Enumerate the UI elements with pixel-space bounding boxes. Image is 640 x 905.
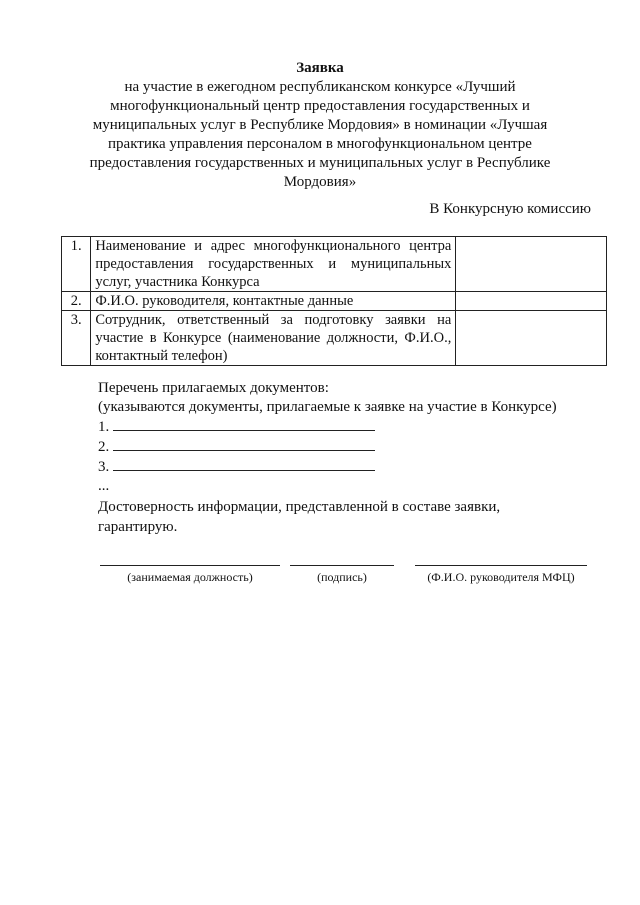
position-signature-field: [100, 565, 280, 585]
list-item: [98, 457, 557, 477]
attached-documents-section: [98, 379, 557, 496]
name-signature-field: [415, 565, 587, 585]
documents-note: (указываются документы, прилагаемые к заявке на участие в Конкурсе): [98, 399, 557, 415]
document-intro: на участие в ежегодном республиканском конкурсе «Лучший многофункциональный центр предоставления государственных и муниципальных услуг в Республике Мордовия» в номинации «Лучшая практика управления персоналом в многофункциональном центре предоставления государственных и муниципальных услуг в Республике Мордовия»: [89, 79, 551, 190]
list-item-number: 2.: [98, 439, 110, 455]
signature-line[interactable]: [290, 565, 394, 566]
row-description: Ф.И.О. руководителя, контактные данные: [91, 292, 456, 311]
signature-caption: (подпись): [317, 570, 367, 584]
row-value-cell[interactable]: [456, 237, 607, 292]
row-number: 2.: [62, 292, 91, 311]
position-caption: (занимаемая должность): [127, 570, 253, 584]
documents-heading: Перечень прилагаемых документов:: [98, 380, 329, 396]
table-row: [62, 237, 607, 292]
table-row: [62, 311, 607, 366]
row-description: Сотрудник, ответственный за подготовку заявки на участие в Конкурсе (наименование должности, Ф.И.О., контактный телефон): [91, 311, 456, 366]
name-line[interactable]: [415, 565, 587, 566]
row-number: 1.: [62, 237, 91, 292]
signature-field: [290, 565, 394, 585]
row-value-cell[interactable]: [456, 311, 607, 366]
name-caption: (Ф.И.О. руководителя МФЦ): [427, 570, 575, 584]
guarantee-statement: Достоверность информации, представленной в составе заявки, гарантирую.: [98, 499, 501, 535]
row-number: 3.: [62, 311, 91, 366]
table-row: [62, 292, 607, 311]
addressee: В Конкурсную комиссию: [429, 201, 591, 217]
position-line[interactable]: [100, 565, 280, 566]
list-item-number: 1.: [98, 419, 110, 435]
list-item-number: 3.: [98, 459, 110, 475]
list-item: [98, 417, 557, 437]
row-description: Наименование и адрес многофункционального центра предоставления государственных и муниципальных услуг, участника Конкурса: [91, 237, 456, 292]
list-item: [98, 437, 557, 457]
blank-line[interactable]: [113, 457, 375, 471]
blank-line[interactable]: [113, 417, 375, 431]
application-table: [61, 236, 607, 366]
row-value-cell[interactable]: [456, 292, 607, 311]
document-title: Заявка: [296, 60, 344, 76]
list-ellipsis: ...: [98, 478, 110, 494]
blank-line[interactable]: [113, 437, 375, 451]
